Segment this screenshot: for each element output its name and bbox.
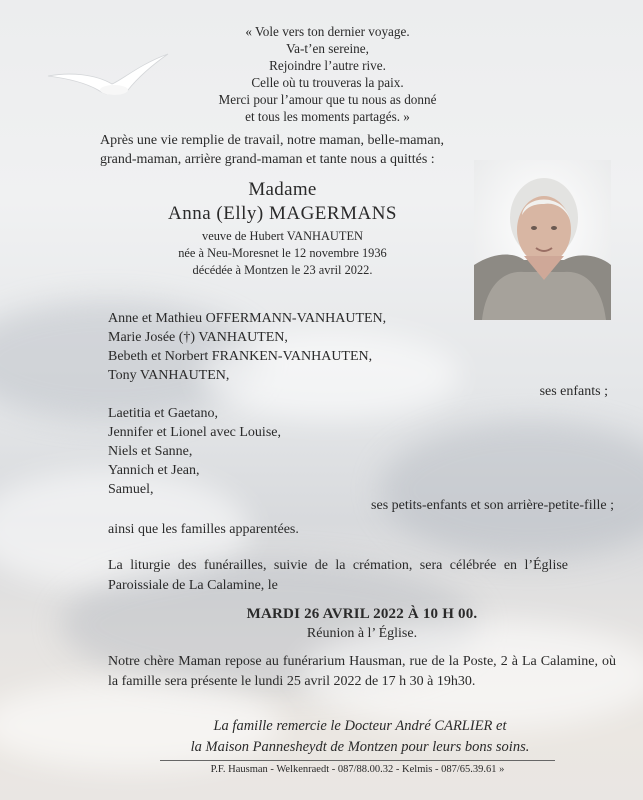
list-item: Anne et Mathieu OFFERMANN-VANHAUTEN, — [108, 311, 387, 326]
thanks-line: la Maison Pannesheydt de Montzen pour leurs bons soins. — [190, 739, 530, 755]
widow-line: veuve de Hubert VANHAUTEN — [202, 229, 363, 243]
list-item: Jennifer et Lionel avec Louise, — [108, 425, 281, 440]
funerarium-text: Notre chère Maman repose au funérarium Hausman, rue de la Poste, 2 à La Calamine, où la famille sera présente le lundi 25 avril 2022 de 17 h 30 à 19h30. — [108, 654, 616, 689]
poem-line: Va-t’en sereine, — [286, 41, 369, 56]
birth-line: née à Neu-Moresnet le 12 novembre 1936 — [178, 246, 387, 260]
children-label: ses enfants ; — [539, 384, 608, 399]
intro-line: Après une vie remplie de travail, notre maman, belle-maman, — [100, 133, 445, 148]
thanks-line: La famille remercie le Docteur André CARLIER et — [213, 718, 507, 734]
families-line: ainsi que les familles apparentées. — [108, 522, 299, 537]
children-list — [108, 309, 386, 385]
deceased-title: Madame — [248, 179, 317, 200]
poem-line: Celle où tu trouveras la paix. — [251, 75, 404, 90]
footer-contact: P.F. Hausman - Welkenraedt - 087/88.00.32 - Kelmis - 087/65.39.61 » — [160, 760, 555, 775]
meeting-line: Réunion à l’ Église. — [306, 626, 418, 641]
intro-text — [100, 131, 520, 169]
list-item: Tony VANHAUTEN, — [108, 368, 230, 383]
ceremony-date: MARDI 26 AVRIL 2022 À 10 H 00. — [246, 606, 478, 622]
poem-line: Rejoindre l’autre rive. — [269, 58, 386, 73]
poem-line: « Vole vers ton dernier voyage. — [245, 24, 410, 39]
deceased-name: Anna (Elly) MAGERMANS — [168, 203, 397, 224]
thanks-block — [110, 716, 610, 758]
portrait-photo — [474, 160, 611, 320]
intro-line: grand-maman, arrière grand-maman et tante nous a quittés : — [100, 152, 435, 167]
grandchildren-label: ses petits-enfants et son arrière-petite-fille ; — [371, 498, 614, 513]
grandchildren-list — [108, 404, 281, 499]
deceased-block — [90, 178, 475, 279]
list-item: Yannich et Jean, — [108, 463, 200, 478]
liturgy-text: La liturgie des funérailles, suivie de la crémation, sera célébrée en l’Église Paroissiale de La Calamine, le — [108, 558, 568, 593]
list-item: Samuel, — [108, 482, 154, 497]
cloud — [380, 420, 643, 560]
poem-line: Merci pour l’amour que tu nous as donné — [218, 92, 437, 107]
death-line: décédée à Montzen le 23 avril 2022. — [192, 263, 373, 277]
poem — [120, 23, 535, 125]
list-item: Bebeth et Norbert FRANKEN-VANHAUTEN, — [108, 349, 373, 364]
list-item: Laetitia et Gaetano, — [108, 406, 218, 421]
poem-line: et tous les moments partagés. » — [245, 109, 410, 124]
list-item: Marie Josée (†) VANHAUTEN, — [108, 330, 288, 345]
list-item: Niels et Sanne, — [108, 444, 193, 459]
